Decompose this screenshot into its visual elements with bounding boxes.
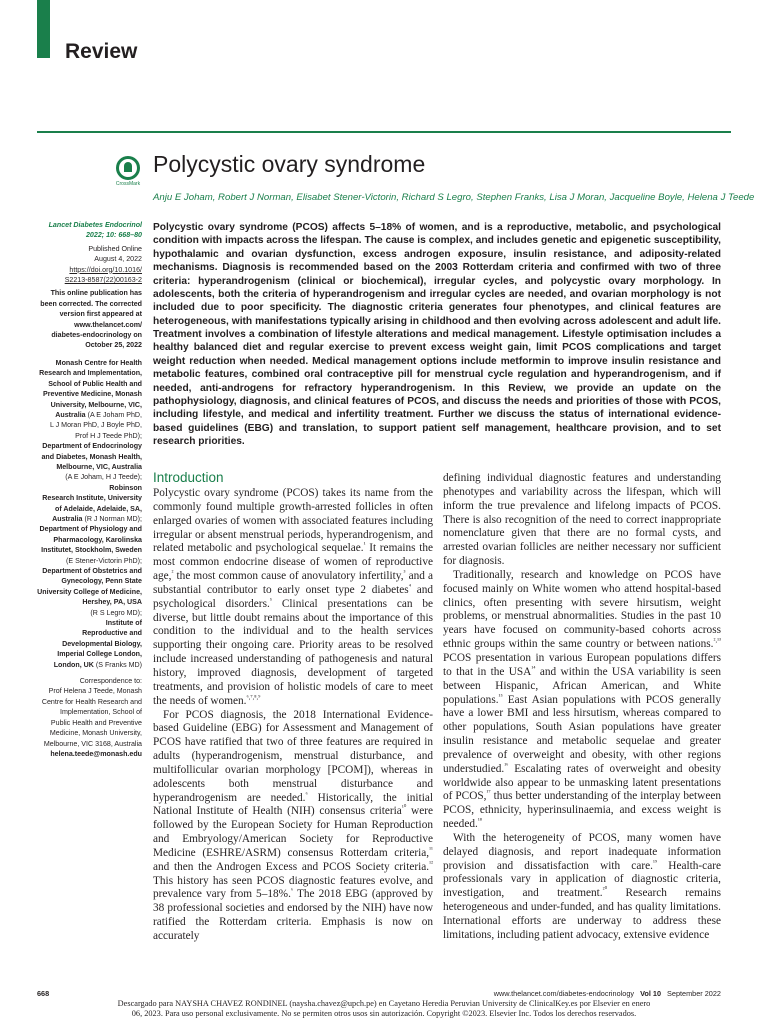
affiliation-line: [30, 608, 142, 618]
affiliation-line: [30, 535, 142, 545]
body-column-left: [153, 470, 433, 944]
affiliation-line: [30, 420, 142, 430]
correspondence-line: Prof Helena J Teede, Monash: [48, 687, 142, 696]
body-column-right: [443, 472, 721, 943]
affiliation-line: [30, 441, 142, 451]
affiliation-line: [30, 462, 142, 472]
affiliation-institution: Developmental Biology,: [62, 639, 142, 648]
correction-note-line: This online publication has: [50, 289, 142, 298]
issue-date: September 2022: [667, 989, 721, 998]
affiliation-line: [30, 545, 142, 555]
crossmark-icon[interactable]: [114, 156, 142, 187]
affiliation-authors: (A E Joham, H J Teede);: [65, 473, 142, 482]
affiliation-institution: and Diabetes, Monash Health,: [41, 452, 142, 461]
affiliation-authors: (E Stener-Victorin PhD);: [66, 556, 142, 565]
correction-note: [30, 288, 142, 350]
author-list: Anju E Joham, Robert J Norman, Elisabet Stener-Victorin, Richard S Legro, Stephen Franks, Lisa J Moran, Jacqueline Boyle, Helena J Teede: [153, 192, 755, 203]
affiliation-institution: Gynecology, Penn State: [61, 577, 142, 586]
affiliation-institution: Research and Implementation,: [39, 369, 142, 378]
body-paragraph: With the heterogeneity of PCOS, many women have delayed diagnosis, and report inadequate information provision and dissatisfaction with care.$^{^{19}}$ Health-care professionals vary in application of diagnostic criteria, investigation, and treatment.$^{^{20}}$ Research remains heterogeneous and under-funded, and has quality limitations. International efforts are underway to address these limitations, including patient advocacy, extensive evidence: [443, 831, 721, 941]
abstract: Polycystic ovary syndrome (PCOS) affects 5–18% of women, and is a reproductive, metabolic, and psychological condition with impacts across the lifespan. The cause is complex, and includes genetic and epigenetic susceptibility, hypothalamic and ovarian dysfunction, excess androgen exposure, insulin resistance, and adiposity-related mechanisms. Diagnosis is recommended based on the 2003 Rotterdam criteria and confirmed with two of three criteria: hyperandrogenism (clinical or biochemical), irregular cycles, and polycystic ovary morphology. In adolescents, both the criteria of hyperandrogenism and irregular cycles are needed, and ovarian morphology is not included due to poor specificity. The diagnostic criteria generates four phenotypes, and clinical features are heterogeneous, with manifestations typically arising in childhood and then evolving across adolescent and adult life. Treatment involves a combination of lifestyle alterations and medical management. Lifestyle optimisation includes a healthy balanced diet and regular exercise to prevent excess weight gain, limit PCOS complications and target weight reduction when needed. Medical management options include metformin to improve insulin resistance and metabolic features, combined oral contraceptive pill for menstrual cycle regulation and hyperandrogenism, and if needed, anti-androgens for refractory hyperandrogenism. In this Review, we provide an update on the pathophysiology, diagnosis, and clinical features of PCOS, and discuss the needs and priorities of those with PCOS, including lifestyle, and medical and infertility treatment. Further we discuss the status of international evidence-based guidelines (EBG) and translation, to support patient self management, healthcare provision, and to set research priorities.: [153, 222, 721, 447]
affiliation-institution: Imperial College London,: [57, 650, 142, 659]
affiliation-authors: (S Franks MD): [93, 660, 142, 669]
affiliation-institution: Department of Obstetrics and: [42, 567, 142, 575]
crossmark-circle: [116, 156, 140, 180]
page-number: 668: [37, 989, 50, 998]
affiliation-authors: Prof H J Teede PhD);: [75, 431, 142, 440]
affiliation-authors: L J Moran PhD, J Boyle PhD,: [50, 421, 142, 430]
journal-website-link[interactable]: www.thelancet.com/diabetes-endocrinology: [493, 989, 635, 998]
correction-note-line: October 25, 2022: [85, 341, 142, 350]
header-rule: [37, 131, 731, 133]
affiliation-line: [30, 524, 142, 534]
affiliation-line: [30, 556, 142, 566]
correction-note-line: been corrected. The corrected: [40, 299, 142, 308]
affiliation-institution: Robinson: [109, 483, 142, 492]
affiliation-line: [30, 660, 142, 670]
journal-citation: 2022; 10: 668–80: [85, 231, 142, 240]
affiliation-line: [30, 597, 142, 607]
affiliation-institution: Preventive Medicine, Monash: [43, 390, 142, 399]
doi-link[interactable]: S2213-8587(22)00163-2: [64, 276, 142, 285]
affiliation-line: [30, 514, 142, 524]
correction-note-line: version first appeared at: [59, 310, 142, 319]
section-label: Review: [65, 40, 138, 63]
crossmark-label: CrossMark: [115, 181, 141, 187]
affiliation-authors: (R S Legro MD);: [90, 608, 142, 617]
affiliation-institution: Department of Endocrinology: [42, 442, 142, 451]
body-paragraph: defining individual diagnostic features and understanding phenotypes and variability across the lifespan, which will inform the true prevalence and lifelong impacts of PCOS. There is also recognition of the need to correct inappropriate nomenclature given that there are no formal cysts, and arrested ovarian follicles are neither necessary nor sufficient for diagnosis.: [443, 472, 721, 568]
affiliation-institution: Institutet, Stockholm, Sweden: [41, 546, 142, 555]
affiliation-line: [30, 431, 142, 441]
affiliation-institution: Australia: [52, 514, 83, 523]
affiliation-institution: Hershey, PA, USA: [82, 598, 142, 607]
download-notice: [0, 999, 768, 1018]
affiliation-line: [30, 639, 142, 649]
affiliation-institution: Pharmacology, Karolinska: [53, 535, 142, 544]
affiliation-institution: University College of Medicine,: [37, 587, 142, 596]
doi-link[interactable]: https://doi.org/10.1016/: [69, 265, 142, 274]
affiliation-institution: Department of Physiology and: [39, 525, 142, 534]
affiliation-line: [30, 649, 142, 659]
affiliation-line: [30, 472, 142, 482]
affiliations: [30, 358, 142, 670]
affiliation-institution: Monash Centre for Health: [55, 358, 142, 367]
affiliation-institution: Research Institute, University: [42, 494, 142, 503]
correspondence-line: Centre for Health Research and: [41, 697, 142, 706]
affiliation-line: [30, 389, 142, 399]
section-heading-introduction: Introduction: [153, 470, 224, 485]
body-paragraph: Traditionally, research and knowledge on PCOS have focused mainly on White women who attend hospital-based clinics, often presenting with severe hirsutism, weight problems, or menstrual abnormalities. Studies in the past 10 years have focused on community-based cohorts across ethnic groups within the same country or between nations.$^{^2,^{13}}$ PCOS presentation in various European populations differs to that in the $USA^{^{14}}$ and within the USA variability is seen between Hispanic, African American, and White populations.$^{^{15}}$ East Asian populations with PCOS generally have a lower BMI and less hirsutism, whereas compared to other populations, South Asian populations have greater insulin resistance and metabolic sequelae and greater prevalence of overweight and obesity, with other regions understudied.$^{^{16}}$ Escalating rates of overweight and obesity worldwide also appear to be unmasking latent presentations of PCOS,$^{^{17}}$ thus better understanding of the interplay between PCOS, ethnicity, hyperinsulinaemia, and excess weight is needed.$^{^{18}}$: [443, 568, 722, 831]
affiliation-line: [30, 504, 142, 514]
affiliation-line: [30, 368, 142, 378]
affiliation-line: [30, 400, 142, 410]
affiliation-institution: School of Public Health and: [48, 379, 142, 388]
affiliation-line: [30, 483, 142, 493]
body-paragraph: For PCOS diagnosis, the 2018 International Evidence-based Guideline (EBG) for Assessment and Management of PCOS have ratified that two of three features are required in adults (hyperandrogenism, menstrual disturbance, and multifollicular ovarian morphology [PCOM]), whereas in adolescents both menstrual disturbance and hyperandrogenism are needed.$^{^6}$ Historically, the initial National Institute of Health (NIH) consensus criteria$^{^{10}}$ were followed by the European Society for Human Reproduction and Embryology/American Society for Reproductive Medicine (ESHRE/ASRM) consensus Rotterdam criteria,$^{^{11}}$ and then the Androgen Excess and PCOS Society criteria.$^{^{12}}$ This history has seen PCOS diagnostic features evolve, and prevalence vary from 5–18%.$^{^6}$ The 2018 EBG (approved by 38 professional societies and endorsed by the NIH) have now ratified the Rotterdam criteria. Emphasis is now on accurately: [153, 708, 434, 942]
correspondence-address: [30, 686, 142, 748]
download-notice-line: Descargado para NAYSHA CHAVEZ RONDINEL (naysha.chavez@upch.pe) en Cayetano Heredia Peruvian University de ClinicalKey.es por Elsevier en enero: [117, 999, 651, 1008]
affiliation-line: [30, 358, 142, 368]
affiliation-line: [30, 493, 142, 503]
correspondence-email[interactable]: helena.teede@monash.edu: [50, 749, 142, 758]
volume-label: Vol 10: [640, 989, 662, 998]
published-date: August 4, 2022: [94, 255, 142, 264]
affiliation-line: [30, 410, 142, 420]
correspondence-line: Implementation, School of: [59, 708, 142, 717]
article-title: Polycystic ovary syndrome: [153, 151, 426, 177]
affiliation-institution: Institute of: [105, 619, 142, 628]
correspondence-line: Public Health and Preventive: [50, 718, 142, 727]
correspondence-label: Correspondence to:: [79, 677, 142, 686]
affiliation-line: [30, 566, 142, 576]
correspondence-line: Medicine, Monash University,: [49, 729, 142, 738]
affiliation-institution: of Adelaide, Adelaide, SA,: [55, 504, 142, 513]
affiliation-institution: Melbourne, VIC, Australia: [56, 462, 142, 471]
published-online-label: Published Online: [88, 244, 142, 253]
affiliation-authors: (R J Norman MD);: [82, 514, 142, 523]
affiliation-line: [30, 379, 142, 389]
affiliation-line: [30, 576, 142, 586]
download-notice-line: 06, 2023. Para uso personal exclusivamente. No se permiten otros usos sin autorización. Copyright ©2023. Elsevier Inc. Todos los derechos reservados.: [131, 1008, 637, 1018]
affiliation-line: [30, 618, 142, 628]
body-paragraph: Polycystic ovary syndrome (PCOS) takes its name from the commonly found multiple growth-arrested follicles in often enlarged ovaries of women with associated features including irregular or absent menstrual periods, hyperandrogenism, and related metabolic and psychological sequelae.$^{^1}$ It remains the most common endocrine disease of women of reproductive age,$^{^2}$ the most common cause of anovulatory infertility,$^{^3}$ and a substantial contributor to early onset type 2 diabetes$^{^4}$ and psychological disorders.$^{^5}$ Clinical presentations can be diverse, but little doubt remains about the importance of this condition to the individual and to the health services supporting their ongoing care. Priority areas to be resolved include increased understanding of pathogenesis and natural history, improved diagnosis, development of targeted treatments, and provision of holistic models of care to meet the needs of women.$^{^6,^7,^8,^9}$: [153, 487, 434, 707]
article-info-sidebar: [30, 220, 142, 759]
footer-journal-info: [494, 989, 721, 998]
affiliation-authors: (A E Joham PhD,: [85, 410, 142, 419]
section-color-bar: [37, 0, 50, 58]
affiliation-line: [30, 587, 142, 597]
affiliation-line: [30, 628, 142, 638]
affiliation-institution: London, UK: [53, 660, 94, 669]
affiliation-institution: Australia: [55, 410, 86, 419]
affiliation-institution: Reproductive and: [82, 629, 142, 638]
affiliation-institution: University, Melbourne, VIC,: [50, 400, 142, 409]
correction-note-line: www.thelancet.com/: [74, 320, 142, 329]
correspondence-line: Melbourne, VIC 3168, Australia: [43, 739, 142, 748]
correction-note-line: diabetes-endocrinology on: [51, 331, 142, 340]
journal-name: Lancet Diabetes Endocrinol: [48, 221, 142, 229]
affiliation-line: [30, 452, 142, 462]
